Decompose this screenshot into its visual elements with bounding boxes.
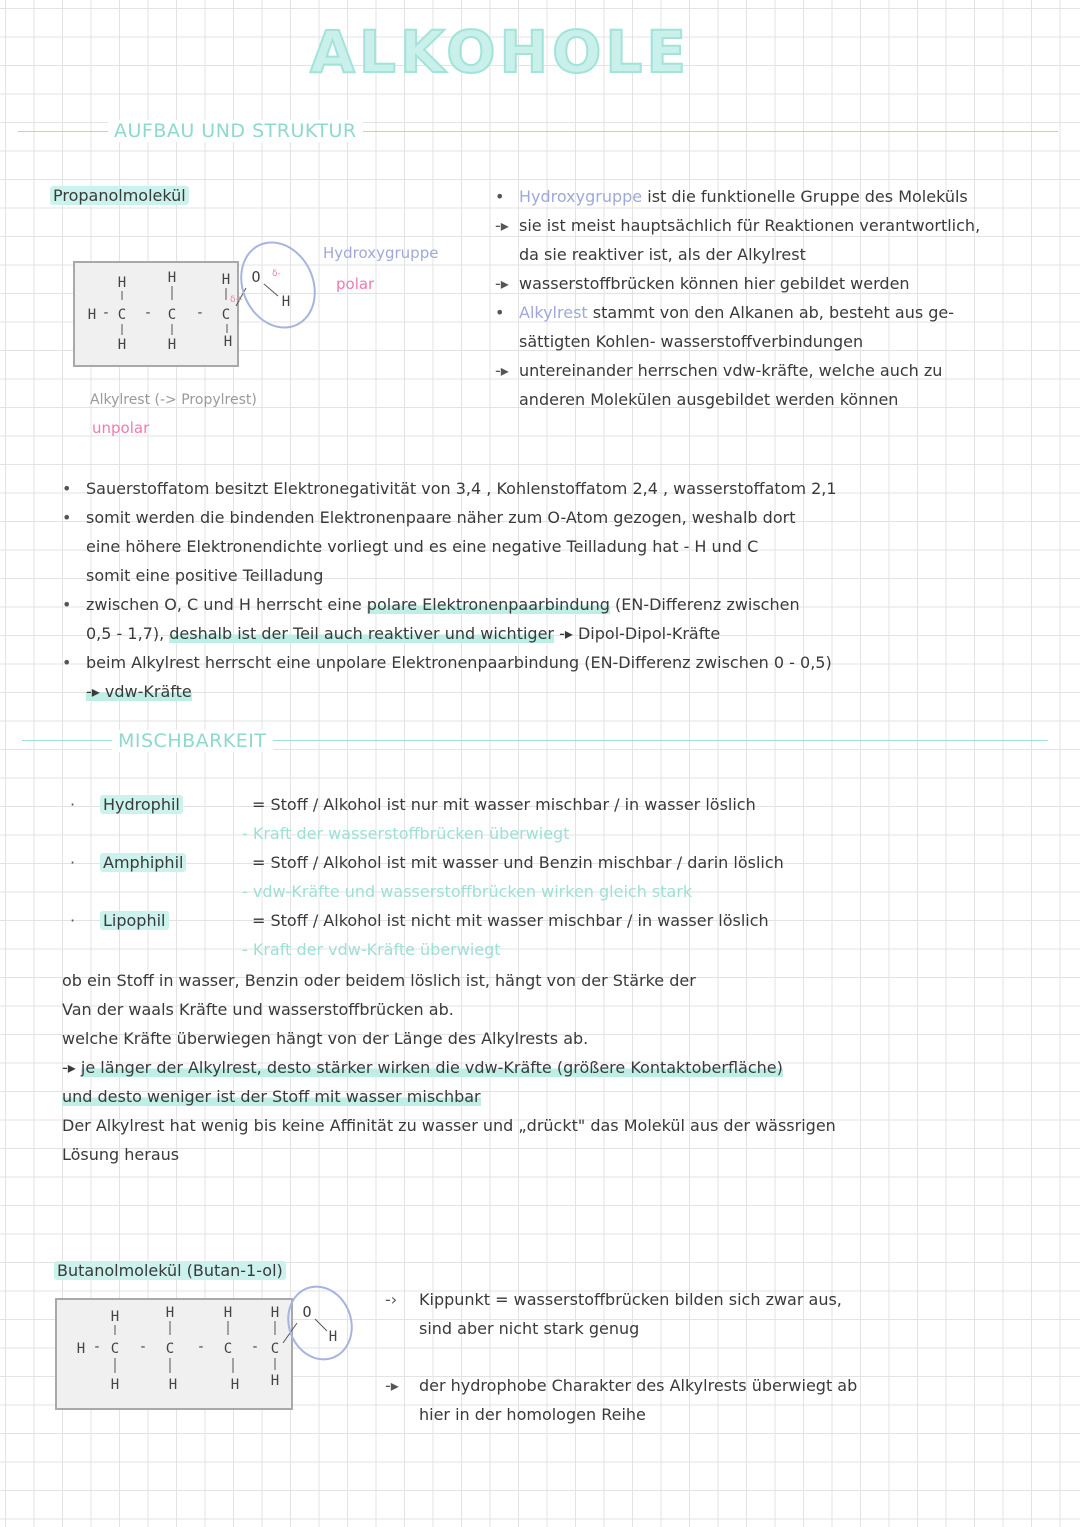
bullet-marker: -▸ (495, 274, 509, 293)
paragraph-line (62, 503, 1062, 532)
paragraph-line (62, 474, 1062, 503)
carbon-atom: C (167, 307, 177, 323)
hydrogen-atom: H (110, 1377, 120, 1393)
note-line (385, 1400, 1035, 1429)
paragraph-highlight: je länger der Alkylrest, desto stärker wirken die vdw-Kräfte (größere Kontaktoberfläche) (80, 1058, 783, 1077)
paragraph-line (62, 1024, 1062, 1053)
note-text: wasserstoffbrücken können hier gebildet werden (519, 274, 910, 293)
hydrogen-atom: H (110, 1309, 120, 1325)
carbon-atom: C (270, 1341, 280, 1357)
hydrogen-atom: H (230, 1377, 240, 1393)
paragraph-line (62, 1140, 1062, 1169)
propanol-label: Propanolmolekül (50, 181, 189, 210)
paragraph-text: Lösung heraus (62, 1145, 180, 1164)
term-name (100, 906, 252, 935)
hydrogen-atom: H (117, 275, 127, 291)
paragraph-text: -▸ (62, 1058, 81, 1077)
note-text: sind aber nicht stark genug (419, 1319, 640, 1338)
carbon-atom: C (117, 307, 127, 323)
note-line (495, 298, 1070, 327)
note-text: anderen Molekülen ausgebildet werden können (519, 390, 899, 409)
bond: - (138, 1339, 148, 1355)
term-name (100, 790, 252, 819)
bullet-marker: -▸ (385, 1376, 399, 1395)
note-text: sie ist meist hauptsächlich für Reaktionen verantwortlich, (519, 216, 981, 235)
bullet-marker: · (70, 911, 76, 930)
bullet-marker: -› (385, 1290, 398, 1309)
hydrogen-atom: H (221, 272, 231, 288)
paragraph-text: somit werden die bindenden Elektronenpaare näher zum O-Atom gezogen, weshalb dort (86, 508, 796, 527)
note-text: stammt von den Alkanen ab, besteht aus ge- (587, 303, 955, 322)
paragraph-text: eine höhere Elektronendichte vorliegt und es eine negative Teilladung hat - H und C (86, 537, 759, 556)
page-title: ALKOHOLE (310, 18, 690, 86)
hydrogen-atom: H (167, 337, 177, 353)
note-line (385, 1314, 1035, 1343)
hydrogen-atom: H (165, 1305, 175, 1321)
term-label: Hydrophil (100, 795, 183, 814)
bond: - (195, 305, 205, 321)
bullet-marker: • (62, 479, 72, 498)
paragraph-line (62, 590, 1062, 619)
bullet-marker: · (70, 853, 76, 872)
bullet-marker: • (62, 595, 72, 614)
section-title-mischbarkeit: MISCHBARKEIT (112, 730, 273, 752)
bond: - (196, 1339, 206, 1355)
paragraph-highlight: -▸ vdw-Kräfte (86, 682, 192, 701)
hydrogen-atom: H (281, 294, 291, 310)
term-definition: = Stoff / Alkohol ist nur mit wasser mischbar / in wasser löslich (252, 795, 756, 814)
carbon-atom: C (110, 1341, 120, 1357)
paragraph-text: ob ein Stoff in wasser, Benzin oder beidem löslich ist, hängt von der Stärke der (62, 971, 696, 990)
note-line (385, 1371, 1035, 1400)
paragraph-line (62, 1111, 1062, 1140)
paragraph-highlight: und desto weniger ist der Stoff mit wasser mischbar (62, 1087, 481, 1106)
hydrogen-atom: H (167, 270, 177, 286)
term-row (70, 848, 1050, 877)
note-line (495, 385, 1070, 414)
hydrogen-atom: H (87, 307, 97, 323)
partial-charge-minus: δ- (272, 269, 281, 279)
oxygen-atom: O (302, 1303, 312, 1321)
hydrogen-atom: H (168, 1377, 178, 1393)
hydrogen-atom: H (76, 1341, 86, 1357)
note-highlight: Hydroxygruppe (519, 187, 643, 206)
bullet-marker: • (495, 187, 505, 206)
note-text: sättigten Kohlen- wasserstoffverbindungen (519, 332, 864, 351)
carbon-atom: C (221, 307, 231, 323)
term-definition: = Stoff / Alkohol ist mit wasser und Benzin mischbar / darin löslich (252, 853, 784, 872)
bond: - (143, 305, 153, 321)
paragraph-text: beim Alkylrest herrscht eine unpolare Elektronenpaarbindung (EN-Differenz zwischen 0 - 0,5) (86, 653, 832, 672)
note-text: Kippunkt = wasserstoffbrücken bilden sich zwar aus, (419, 1290, 842, 1309)
paragraph-text: -▸ Dipol-Dipol-Kräfte (554, 624, 721, 643)
butanol-label: Butanolmolekül (Butan-1-ol) (54, 1256, 286, 1285)
hydrogen-atom: H (223, 1305, 233, 1321)
term-note: - vdw-Kräfte und wasserstoffbrücken wirken gleich stark (242, 882, 693, 901)
note-text: hier in der homologen Reihe (419, 1405, 646, 1424)
paragraph-highlight: polare Elektronenpaarbindung (366, 595, 610, 614)
note-text: der hydrophobe Charakter des Alkylrests überwiegt ab (419, 1376, 858, 1395)
paragraph-line (62, 648, 1062, 677)
note-line (495, 269, 1070, 298)
paragraph-line (62, 966, 1062, 995)
mischbarkeit-list (70, 790, 1050, 964)
term-name (100, 848, 252, 877)
hydrogen-atom: H (223, 334, 233, 350)
paragraph-text: Sauerstoffatom besitzt Elektronegativität von 3,4 , Kohlenstoffatom 2,4 , wasserstoffatom 2,1 (86, 479, 837, 498)
mischbarkeit-paragraph (62, 966, 1062, 1169)
bond: - (101, 305, 111, 321)
unpolar-label: unpolar (92, 419, 150, 437)
paragraph-line (62, 619, 1062, 648)
term-row (70, 790, 1050, 819)
carbon-atom: C (223, 1341, 233, 1357)
note-line (495, 240, 1070, 269)
hydrogen-atom: H (270, 1305, 280, 1321)
paragraph-line (62, 677, 1062, 706)
paragraph-text: zwischen O, C und H herrscht eine (86, 595, 367, 614)
right-notes (495, 182, 1070, 414)
term-definition: = Stoff / Alkohol ist nicht mit wasser mischbar / in wasser löslich (252, 911, 769, 930)
hydrogen-atom: H (117, 337, 127, 353)
alkyl-label: Alkylrest (-> Propylrest) (90, 392, 257, 408)
partial-charge-plus: δ+ (230, 295, 244, 305)
bullet-marker: -▸ (495, 361, 509, 380)
paragraph-highlight: deshalb ist der Teil auch reaktiver und wichtiger (169, 624, 554, 643)
butanol-notes (385, 1285, 1035, 1429)
bond: - (250, 1339, 260, 1355)
paragraph-line (62, 561, 1062, 590)
paragraph-text: somit eine positive Teilladung (86, 566, 324, 585)
paragraph-line (62, 1053, 1062, 1082)
paragraph-line (62, 995, 1062, 1024)
note-line (385, 1285, 1035, 1314)
carbon-atom: C (165, 1341, 175, 1357)
note-line (495, 211, 1070, 240)
term-note: - Kraft der vdw-Kräfte überwiegt (242, 940, 501, 959)
note-line (495, 182, 1070, 211)
oxygen-atom: O (251, 268, 261, 286)
hydroxy-label: Hydroxygruppe (323, 244, 439, 262)
note-text: untereinander herrschen vdw-kräfte, welche auch zu (519, 361, 943, 380)
note-text: da sie reaktiver ist, als der Alkylrest (519, 245, 806, 264)
paragraph-text: welche Kräfte überwiegen hängt von der Länge des Alkylrests ab. (62, 1029, 589, 1048)
term-label: Lipophil (100, 911, 169, 930)
term-note: - Kraft der wasserstoffbrücken überwiegt (242, 824, 570, 843)
paragraph-text: Der Alkylrest hat wenig bis keine Affinität zu wasser und „drückt" das Molekül aus der wässrigen (62, 1116, 836, 1135)
note-line (495, 356, 1070, 385)
bond: - (92, 1339, 102, 1355)
bullet-marker: • (495, 303, 505, 322)
paragraph-text: 0,5 - 1,7), (86, 624, 170, 643)
hydrogen-atom: H (270, 1373, 280, 1389)
term-label: Amphiphil (100, 853, 186, 872)
paragraph-text: Van der waals Kräfte und wasserstoffbrücken ab. (62, 1000, 454, 1019)
note-text: ist die funktionelle Gruppe des Moleküls (642, 187, 968, 206)
note-line (495, 327, 1070, 356)
bullet-marker: • (62, 508, 72, 527)
section-title-aufbau: AUFBAU UND STRUKTUR (108, 120, 363, 142)
bullet-marker: • (62, 653, 72, 672)
term-row (70, 906, 1050, 935)
note-highlight: Alkylrest (519, 303, 588, 322)
bullet-marker: · (70, 795, 76, 814)
bullet-marker: -▸ (495, 216, 509, 235)
paragraph-text: (EN-Differenz zwischen (609, 595, 800, 614)
paragraph-line (62, 532, 1062, 561)
paragraph-line (62, 1082, 1062, 1111)
hydrogen-atom: H (328, 1329, 338, 1345)
en-paragraph (62, 474, 1062, 706)
polar-label: polar (336, 275, 375, 293)
